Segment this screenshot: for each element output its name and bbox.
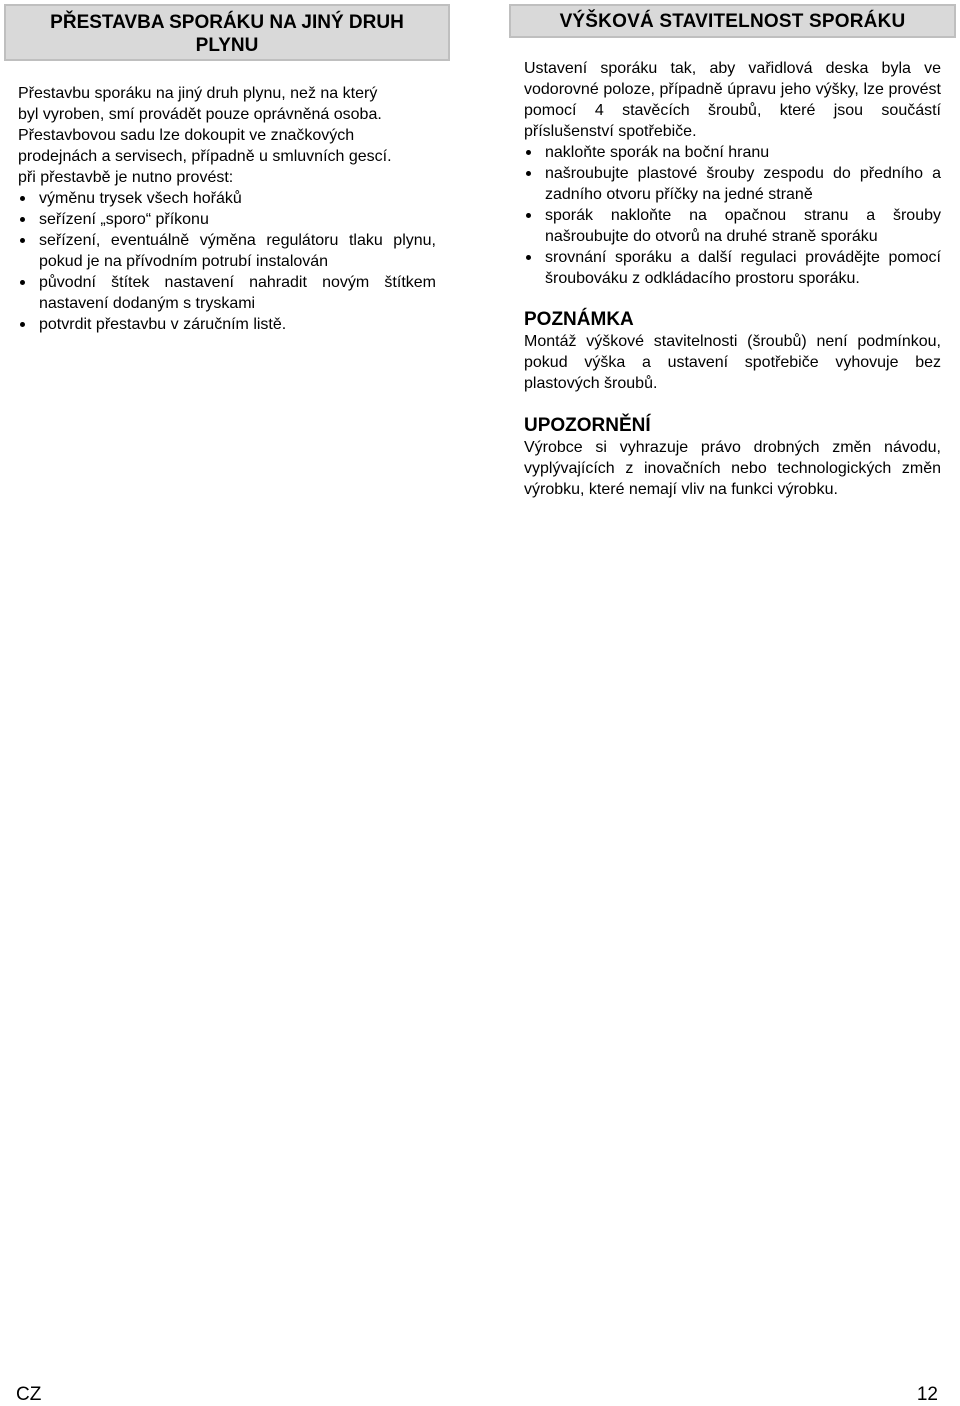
list-item: výměnu trysek všech hořáků [18,188,436,209]
section-heading-gas-conversion [4,4,450,61]
list-item: seřízení, eventuálně výměna regulátoru tlaku plynu, pokud je na přívodním potrubí instalován [18,230,436,272]
heading-line-2: PLYNU [195,35,259,56]
footer-language: CZ [16,1384,42,1405]
gas-conversion-intro [4,83,450,335]
list-item: seřízení „sporo“ příkonu [18,209,436,230]
note-text: Montáž výškové stavitelnosti (šroubů) není podmínkou, pokud výška a ustavení spotřebiče vyhovuje bez plastových šroubů. [524,333,941,392]
footer-page-number: 12 [916,1384,938,1405]
warning-title: UPOZORNĚNÍ [524,415,651,436]
list-item: potvrdit přestavbu v záručním listě. [18,314,436,335]
note-title: POZNÁMKA [524,309,634,330]
left-column [4,4,450,335]
list-item: sporák nakloňte na opačnou stranu a šrouby našroubujte do otvorů na druhé straně sporáku [524,205,941,247]
list-item: srovnání sporáku a další regulaci provádějte pomocí šroubováku z odkládacího prostoru sporáku. [524,247,941,289]
list-item: našroubujte plastové šrouby zespodu do předního a zadního otvoru příčky na jedné straně [524,163,941,205]
intro-line: Přestavbovou sadu lze dokoupit ve značkových [18,127,355,144]
list-item: původní štítek nastavení nahradit novým štítkem nastavení dodaným s tryskami [18,272,436,314]
heading-line-1: PŘESTAVBA SPORÁKU NA JINÝ DRUH [50,12,404,33]
intro-line: při přestavbě je nutno provést: [18,169,234,186]
height-adjustment-intro: Ustavení sporáku tak, aby vařidlová deska byla ve vodorovné poloze, případně úpravu jeho výšky, lze provést pomocí 4 stavěcích šroubů, které jsou součástí příslušenství spotřebiče. [524,60,941,140]
height-adjustment-steps [524,142,941,289]
right-column [509,4,956,500]
height-adjustment-body [509,58,956,500]
intro-line: byl vyroben, smí provádět pouze oprávněná osoba. [18,106,382,123]
warning-text: Výrobce si vyhrazuje právo drobných změn návodu, vyplývajících z inovačních nebo technologických změn výrobku, které nemají vliv na funkci výrobku. [524,439,941,498]
intro-line: Přestavbu sporáku na jiný druh plynu, než na který [18,85,378,102]
intro-line: prodejnách a servisech, případně u smluvních gescí. [18,148,392,165]
list-item: nakloňte sporák na boční hranu [524,142,941,163]
gas-conversion-steps [18,188,436,335]
section-heading-height-adjustment: VÝŠKOVÁ STAVITELNOST SPORÁKU [509,4,956,38]
